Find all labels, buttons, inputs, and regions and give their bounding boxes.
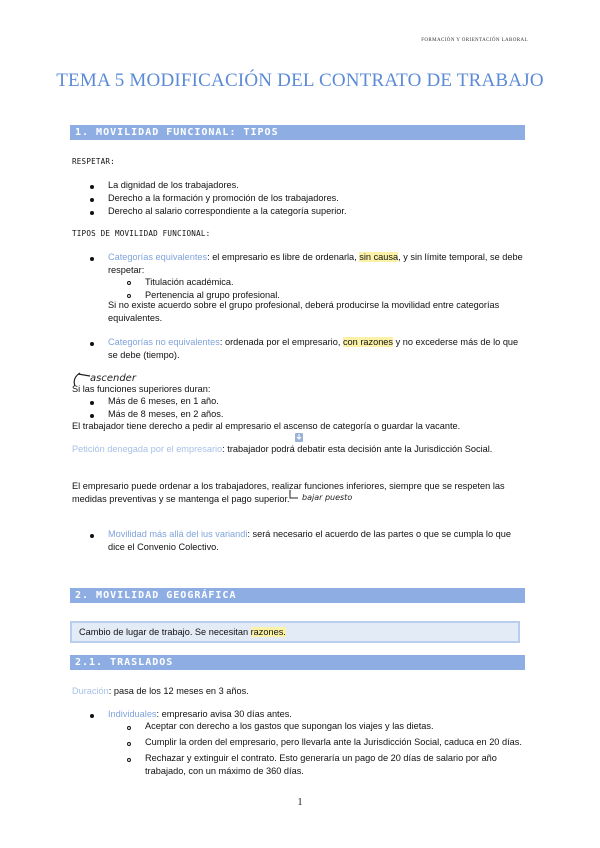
bullet-icon <box>90 342 94 346</box>
running-header: FORMACIÓN Y ORIENTACIÓN LABORAL <box>421 38 528 43</box>
circle-bullet-icon <box>127 294 131 298</box>
circle-bullet-icon <box>127 742 131 746</box>
highlight: sin causa <box>359 252 399 262</box>
list-item: Derecho a la formación y promoción de los trabajadores. <box>108 193 339 203</box>
circle-bullet-icon <box>127 281 131 285</box>
bullet-icon <box>90 714 94 718</box>
term: Individuales <box>108 709 157 719</box>
bullet-icon <box>90 185 94 189</box>
term: Petición denegada por el empresario <box>72 444 223 454</box>
individuales-line: Individuales: empresario avisa 30 días antes. <box>108 709 292 719</box>
page-title: TEMA 5 MODIFICACIÓN DEL CONTRATO DE TRABAJO <box>56 70 544 91</box>
bullet-icon <box>90 534 94 538</box>
list-item: Titulación académica. <box>145 277 234 287</box>
text-line: equivalentes. <box>108 313 163 323</box>
list-item: trabajado, con un máximo de 360 días. <box>145 766 304 776</box>
svg-text:ascender: ascender <box>90 373 136 384</box>
page-number: 1 <box>297 797 303 808</box>
text-line: se debe (tiempo). <box>108 350 180 360</box>
text-line: Si no existe acuerdo sobre el grupo profesional, deberá producirse la movilidad entre categorías <box>108 300 500 310</box>
list-item: Derecho al salario correspondiente a la categoría superior. <box>108 206 347 216</box>
download-icon <box>295 433 303 442</box>
categorias-equivalentes-line: Categorías equivalentes: el empresario es libre de ordenarla, sin causa, y sin límite temporal, se debe <box>108 252 523 262</box>
text-line: El empresario puede ordenar a los trabajadores, realizar funciones inferiores, siempre que se respeten las <box>72 481 505 491</box>
text-line: dice el Convenio Colectivo. <box>108 542 219 552</box>
peticion-line: Petición denegada por el empresario: trabajador podrá debatir esta decisión ante la Jurisdicción Social. <box>72 444 493 454</box>
duracion-line: Duración: pasa de los 12 meses en 3 años. <box>72 686 249 696</box>
list-item: Cumplir la orden del empresario, pero llevarla ante la Jurisdicción Social, caduca en 20 días. <box>145 737 522 747</box>
respetar-label: RESPETAR: <box>72 157 115 166</box>
circle-bullet-icon <box>127 758 131 762</box>
term: Duración <box>72 686 109 696</box>
text-line: El trabajador tiene derecho a pedir al empresario el ascenso de categoría o guardar la vacante. <box>72 421 461 431</box>
list-item: La dignidad de los trabajadores. <box>108 180 239 190</box>
bullet-icon <box>90 257 94 261</box>
bullet-icon <box>90 198 94 202</box>
section-heading-2: 2. MOVILIDAD GEOGRÁFICA <box>70 588 525 603</box>
highlight: razones. <box>250 627 286 637</box>
bullet-icon <box>90 414 94 418</box>
section-heading-1: 1. MOVILIDAD FUNCIONAL: TIPOS <box>70 125 525 140</box>
highlight: con razones <box>342 337 394 347</box>
text-line: medidas preventivas y se mantenga el pago superior. <box>72 494 290 504</box>
list-item: Más de 8 meses, en 2 años. <box>108 409 224 419</box>
categorias-no-equivalentes-line: Categorías no equivalentes: ordenada por el empresario, con razones y no excederse más de lo que <box>108 337 519 347</box>
bullet-icon <box>90 401 94 405</box>
list-item: Pertenencia al grupo profesional. <box>145 290 280 300</box>
list-item: Rechazar y extinguir el contrato. Esto generaría un pago de 20 días de salario por año <box>145 753 497 763</box>
svg-text:bajar puesto: bajar puesto <box>302 493 353 502</box>
term: Categorías no equivalentes <box>108 337 220 347</box>
circle-bullet-icon <box>127 726 131 730</box>
handwritten-bajar-puesto <box>286 488 386 504</box>
term: Movilidad más allá del ius variandi <box>108 529 248 539</box>
list-item: Aceptar con derecho a los gastos que supongan los viajes y las dietas. <box>145 721 434 731</box>
text-line: Si las funciones superiores duran: <box>72 384 211 394</box>
section-heading-2-1: 2.1. TRASLADOS <box>70 655 525 670</box>
tipos-label: TIPOS DE MOVILIDAD FUNCIONAL: <box>72 229 211 238</box>
callout-box: Cambio de lugar de trabajo. Se necesitan razones. <box>70 621 520 643</box>
ius-variandi-line: Movilidad más allá del ius variandi: será necesario el acuerdo de las partes o que se cumpla lo que <box>108 529 511 539</box>
text-line: respetar: <box>108 265 145 275</box>
bullet-icon <box>90 211 94 215</box>
term: Categorías equivalentes <box>108 252 208 262</box>
list-item: Más de 6 meses, en 1 año. <box>108 396 219 406</box>
